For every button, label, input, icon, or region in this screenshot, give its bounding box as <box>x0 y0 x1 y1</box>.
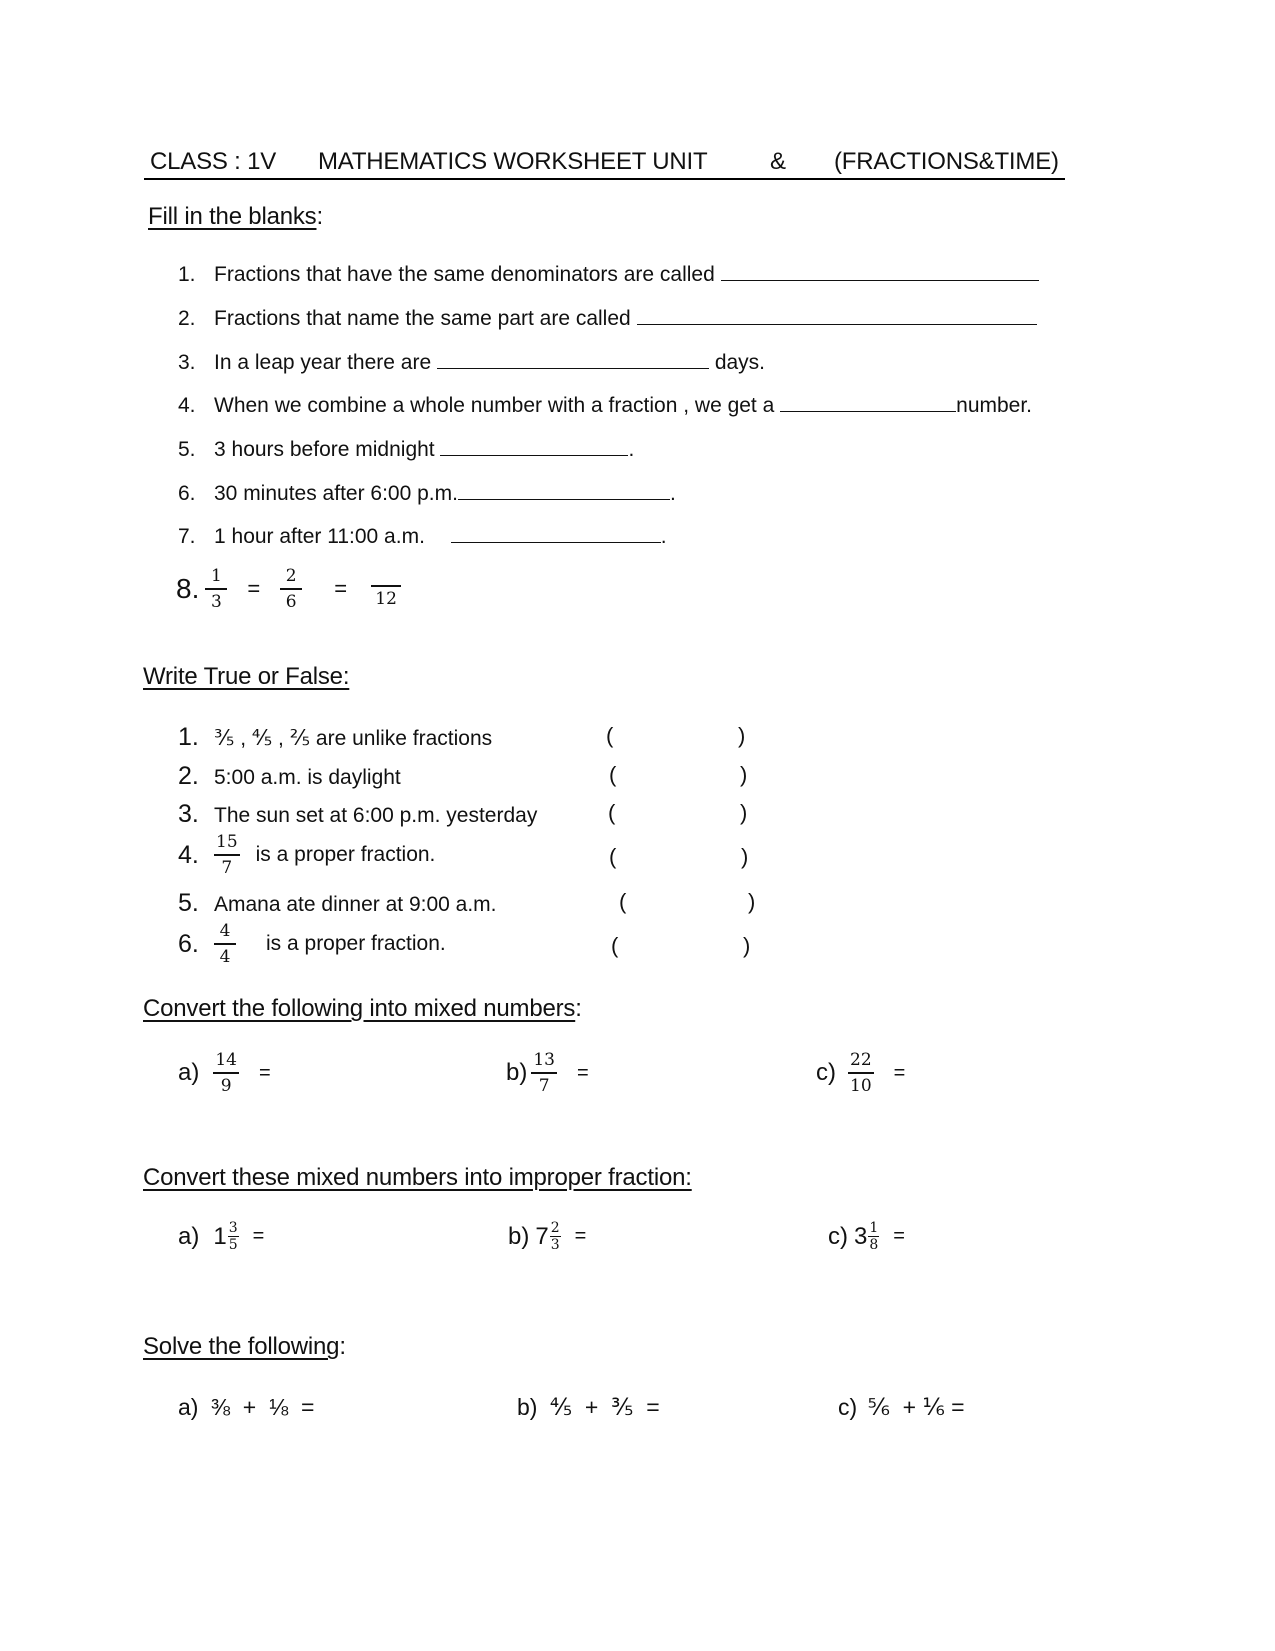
fill-item-2 <box>178 306 1037 331</box>
tf-item-2 <box>178 762 401 791</box>
improper-heading: Convert these mixed numbers into improper fraction: <box>143 1164 692 1191</box>
fill-item-4 <box>178 393 1032 418</box>
mixed-item-b <box>506 1050 589 1096</box>
item-number: 3. <box>178 351 196 374</box>
solve-item-a <box>178 1394 314 1421</box>
mixed-item-c <box>816 1050 905 1096</box>
tf-answer-open-3: ( <box>608 800 616 825</box>
item-number: 8. <box>176 573 200 604</box>
item-text: Amana ate dinner at 9:00 a.m. <box>214 893 497 916</box>
answer-blank[interactable] <box>440 437 628 456</box>
whole-number: 1 <box>213 1222 227 1250</box>
item-number: 6. <box>178 482 196 505</box>
fraction-3[interactable] <box>371 569 401 609</box>
solve-item-b <box>517 1394 660 1421</box>
denominator: 7 <box>538 1076 550 1096</box>
item-number: 3. <box>178 800 199 828</box>
item-label: c) <box>838 1394 858 1420</box>
tf-item-5 <box>178 889 497 918</box>
item-number: 2. <box>178 762 199 790</box>
fraction <box>213 1050 239 1096</box>
numerator-blank[interactable] <box>371 569 401 587</box>
answer-blank[interactable] <box>437 350 709 369</box>
equals-sign: = <box>258 1061 271 1084</box>
numerator: 3 <box>228 1220 238 1236</box>
ampersand: & <box>770 148 786 175</box>
denominator: 4 <box>219 947 231 967</box>
heading-colon: : <box>575 995 582 1022</box>
answer-blank[interactable] <box>637 306 1037 325</box>
equals-sign: = <box>893 1225 905 1247</box>
topic-label: (FRACTIONS&TIME) <box>834 148 1059 175</box>
numerator: 15 <box>214 832 240 856</box>
numerator: 14 <box>213 1050 239 1074</box>
equals-sign: = <box>576 1061 589 1084</box>
numerator: 2 <box>550 1220 560 1236</box>
item-text: The sun set at 6:00 p.m. yesterday <box>214 804 538 827</box>
answer-blank[interactable] <box>458 481 670 500</box>
numerator: 13 <box>531 1050 557 1074</box>
tf-answer-close-4: ) <box>741 844 749 869</box>
item-text: 1 hour after 11:00 a.m. <box>214 525 425 548</box>
answer-blank[interactable] <box>451 524 661 543</box>
mixed-heading <box>143 995 582 1023</box>
equals-sign: = <box>252 1225 265 1247</box>
fill-item-5 <box>178 437 634 462</box>
item-number: 5. <box>178 889 199 917</box>
denominator: 12 <box>375 589 397 609</box>
denominator: 6 <box>285 592 297 612</box>
subject-label: MATHEMATICS WORKSHEET UNIT <box>318 148 708 175</box>
item-number: 1. <box>178 723 199 751</box>
tf-item-1 <box>178 723 492 752</box>
numerator: 22 <box>848 1050 874 1074</box>
true-false-heading: Write True or False: <box>143 663 350 690</box>
denominator: 5 <box>228 1237 238 1253</box>
numerator: 1 <box>205 566 227 590</box>
tf-item-4 <box>178 832 435 878</box>
tf-answer-open-5: ( <box>619 889 627 914</box>
tf-answer-close-1: ) <box>738 723 746 748</box>
item-label: c) <box>828 1222 848 1250</box>
tf-answer-close-6: ) <box>743 933 751 958</box>
tf-answer-2[interactable] <box>622 765 734 791</box>
item-number: 6. <box>178 929 199 958</box>
item-text: is a proper fraction. <box>255 843 436 866</box>
item-suffix: number. <box>956 394 1033 417</box>
equals-sign: = <box>893 1061 906 1084</box>
numerator: 1 <box>869 1220 879 1236</box>
item-label: a) <box>178 1394 199 1420</box>
equals-sign: = <box>574 1225 587 1247</box>
item-suffix: . <box>660 525 667 548</box>
item-number: 5. <box>178 438 196 461</box>
expression: ⅘ + ⅗ = <box>549 1394 660 1420</box>
fill-item-8 <box>176 566 407 612</box>
tf-item-6 <box>178 921 446 967</box>
expression: ⅚ + ⅙ = <box>867 1394 965 1420</box>
fill-item-6 <box>178 481 676 506</box>
whole-number: 7 <box>535 1222 549 1250</box>
item-text: In a leap year there are <box>214 351 432 374</box>
worksheet-title <box>144 148 1065 180</box>
item-number: 4. <box>178 840 199 869</box>
equals-sign: = <box>247 576 261 601</box>
fraction <box>214 921 236 967</box>
class-label: CLASS : 1V <box>150 148 277 175</box>
denominator: 3 <box>210 592 222 612</box>
numerator: 4 <box>214 921 236 945</box>
tf-answer-open-1: ( <box>606 723 614 748</box>
tf-answer-open-2: ( <box>609 762 617 787</box>
denominator: 10 <box>850 1076 872 1096</box>
item-text: 5:00 a.m. is daylight <box>214 766 401 789</box>
solve-item-c <box>838 1394 965 1421</box>
item-label: b) <box>517 1394 538 1420</box>
item-suffix: . <box>628 438 635 461</box>
item-text: Fractions that name the same part are called <box>214 307 631 330</box>
item-suffix: . <box>669 482 676 505</box>
item-label: a) <box>178 1222 200 1250</box>
item-number: 4. <box>178 394 196 417</box>
item-label: b) <box>508 1222 530 1250</box>
item-text: ⅗ , ⅘ , ⅖ are unlike fractions <box>214 727 493 750</box>
improper-item-b <box>508 1220 586 1253</box>
tf-answer-6[interactable] <box>624 936 736 962</box>
improper-item-a <box>178 1220 264 1253</box>
heading-colon: : <box>316 203 323 230</box>
fill-item-7 <box>178 524 667 549</box>
equals-sign: = <box>334 576 348 601</box>
item-text: 30 minutes after 6:00 p.m. <box>214 482 458 505</box>
item-text: 3 hours before midnight <box>214 438 435 461</box>
tf-answer-open-6: ( <box>611 933 619 958</box>
fraction-1 <box>205 566 227 612</box>
item-number: 7. <box>178 525 196 548</box>
fraction <box>868 1220 879 1253</box>
fraction <box>550 1220 561 1253</box>
fraction-2 <box>280 566 302 612</box>
tf-answer-1[interactable] <box>620 726 732 752</box>
item-label: a) <box>178 1059 200 1086</box>
fraction <box>531 1050 557 1096</box>
item-text: When we combine a whole number with a fraction , we get a <box>214 394 775 417</box>
tf-answer-5[interactable] <box>632 892 742 918</box>
fill-item-1 <box>178 262 1039 287</box>
whole-number: 3 <box>854 1222 868 1250</box>
fraction <box>214 832 240 878</box>
answer-blank[interactable] <box>780 393 956 412</box>
tf-answer-3[interactable] <box>621 803 733 829</box>
item-number: 2. <box>178 307 196 330</box>
item-text: Fractions that have the same denominators are called <box>214 263 715 286</box>
item-label: c) <box>816 1059 836 1086</box>
fraction <box>228 1220 239 1253</box>
tf-answer-close-5: ) <box>748 889 756 914</box>
fill-blanks-heading <box>148 203 323 231</box>
fill-item-3 <box>178 350 765 375</box>
expression: ⅜ + ⅛ = <box>210 1394 315 1420</box>
numerator: 2 <box>280 566 302 590</box>
item-text: is a proper fraction. <box>266 932 446 955</box>
tf-item-3 <box>178 800 537 829</box>
solve-heading <box>143 1333 346 1361</box>
item-number: 1. <box>178 263 196 286</box>
mixed-item-a <box>178 1050 271 1096</box>
item-label: b) <box>506 1059 528 1086</box>
fraction <box>848 1050 874 1096</box>
denominator: 7 <box>221 858 233 878</box>
item-suffix: days. <box>714 351 766 374</box>
heading-text: Convert the following into mixed numbers <box>143 995 576 1022</box>
heading-text: Solve the following <box>143 1333 340 1360</box>
heading-text: Fill in the blanks <box>148 203 317 230</box>
denominator: 9 <box>220 1076 232 1096</box>
improper-item-c <box>828 1220 905 1253</box>
heading-colon: : <box>339 1333 346 1360</box>
denominator: 8 <box>869 1237 879 1253</box>
tf-answer-close-2: ) <box>740 762 748 787</box>
tf-answer-4[interactable] <box>622 847 734 873</box>
tf-answer-open-4: ( <box>609 844 617 869</box>
tf-answer-close-3: ) <box>740 800 748 825</box>
answer-blank[interactable] <box>721 262 1039 281</box>
denominator: 3 <box>550 1237 560 1253</box>
